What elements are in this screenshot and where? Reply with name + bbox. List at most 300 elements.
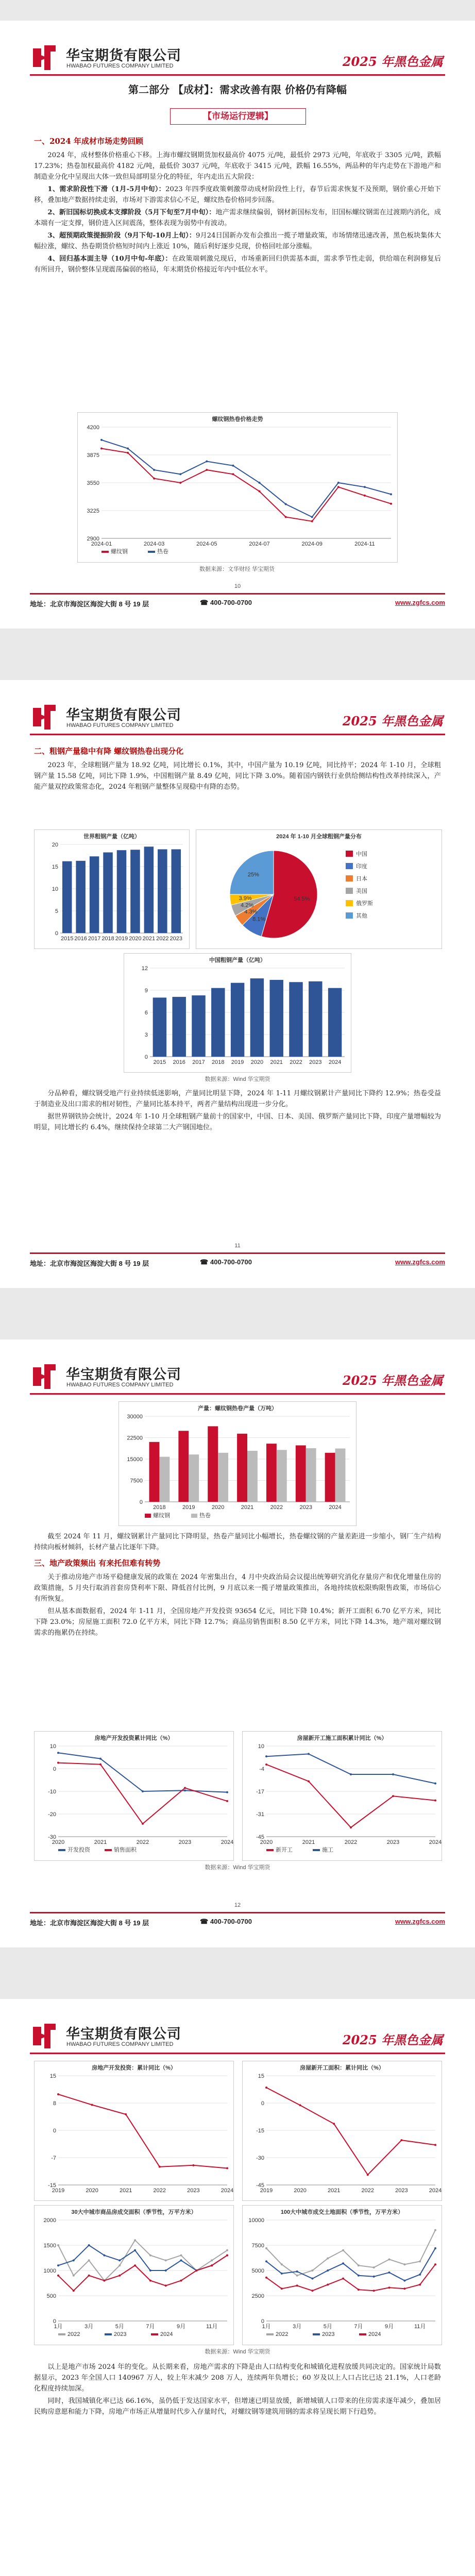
data-point — [57, 1762, 59, 1764]
x-tick-label: 7月 — [354, 2324, 363, 2330]
y-tick-label: -45 — [256, 1834, 264, 1840]
data-point — [358, 2289, 360, 2291]
x-tick-label: 2018 — [212, 1059, 225, 1065]
series-line-销售面积 — [58, 1763, 227, 1824]
data-point — [296, 2270, 298, 2273]
bar — [103, 852, 113, 933]
data-point — [57, 2264, 59, 2266]
data-point — [118, 2259, 121, 2261]
y-tick-label: 10000 — [248, 2217, 264, 2224]
data-point — [392, 1773, 394, 1775]
data-point — [184, 1787, 186, 1789]
data-point — [179, 482, 181, 484]
bar — [208, 1426, 218, 1502]
data-point — [232, 473, 234, 475]
legend-swatch — [346, 900, 353, 906]
data-point — [165, 2269, 167, 2272]
x-tick-label: 2015 — [60, 936, 74, 942]
y-tick-label: 22500 — [127, 1435, 143, 1442]
legend-label: 美国 — [356, 888, 367, 894]
x-tick-label: 2023 — [386, 1839, 400, 1845]
legend-swatch — [58, 1849, 65, 1851]
paragraph-lead: 1、需求阶段性下滑（1月-5月中旬）： — [47, 185, 166, 193]
x-tick-label: 2024 — [328, 1059, 342, 1065]
x-tick-label: 2022 — [156, 936, 169, 942]
x-tick-label: 2024 — [429, 2188, 442, 2194]
chart-source: 数据来源：文华财经 华宝期货 — [199, 566, 275, 572]
data-point — [125, 2113, 127, 2115]
x-tick-label: 2020 — [211, 1504, 225, 1511]
legend-label: 其他 — [356, 913, 367, 919]
paragraph-lead: 4、回归基本面主导（10月中旬-年底）： — [47, 255, 172, 263]
x-tick-label: 2019 — [182, 1504, 195, 1511]
report-tag: 2025 年黑色金属 — [342, 1373, 443, 1388]
bar — [277, 1450, 287, 1502]
data-point — [419, 2260, 421, 2262]
world-steel-chart-svg — [35, 830, 189, 948]
footer-phone: 400-700-0700 — [210, 1918, 252, 1925]
y-tick-label: 500 — [46, 2293, 56, 2299]
data-point — [434, 1800, 436, 1802]
legend-swatch — [151, 2333, 158, 2335]
legend-swatch — [313, 2333, 320, 2335]
page2-body-bottom — [34, 1088, 441, 1134]
paragraph: 截至 2024 年 11 月，螺纹钢累计产量同比下降明显，热卷产量同比小幅增长，热卷螺纹钢的产量差距进一步缩小，钢厂生产结构持续向板材倾斜，长材产量占比逐年下降。 — [34, 1533, 441, 1551]
legend-label: 印度 — [356, 863, 367, 870]
data-point — [226, 1800, 228, 1802]
x-tick-label: 2023 — [395, 2188, 408, 2194]
data-point — [311, 516, 313, 518]
series-line-value — [58, 2094, 227, 2168]
data-point — [265, 1764, 267, 1766]
legend-label: 中国 — [356, 851, 367, 857]
price-chart — [77, 412, 398, 563]
paragraph: 关于推动房地产市场平稳健康发展的政策在 2024 年密集出台，4 月中央政治局会议提出统筹研究消化存量房产和优化增量住房的政策措施，5 月央行取消首套房贷利率下限、降低首付比例，9 月底以来一揽子增量政策推出，各地持续放松限购限售政策，市场信心有所恢复。 — [34, 1573, 441, 1603]
y-tick-label: 3875 — [87, 452, 99, 459]
company-logo-icon — [30, 43, 59, 72]
x-tick-label: 2022 — [270, 1504, 283, 1511]
chart-title: 房地产开发投资累计同比（%） — [94, 1735, 174, 1741]
y-tick-label: 15 — [49, 2073, 56, 2079]
legend-label: 日本 — [356, 876, 367, 882]
legend-swatch — [346, 888, 353, 894]
data-point — [390, 493, 392, 495]
company-logo-icon — [30, 703, 59, 732]
data-point — [390, 503, 392, 505]
legend-swatch — [359, 2333, 366, 2335]
legend-label: 螺纹钢 — [111, 549, 128, 555]
x-tick-label: 2023 — [178, 1839, 192, 1845]
data-point — [180, 2280, 182, 2282]
series-line-2022 — [266, 2230, 435, 2276]
bar — [231, 983, 244, 1057]
data-point — [388, 2272, 391, 2274]
y-tick-label: 15000 — [127, 1456, 143, 1463]
x-tick-label: 2022 — [290, 1059, 302, 1065]
series-line-开发投资 — [58, 1753, 227, 1792]
legend-label: 销售面积 — [114, 1847, 137, 1853]
data-point — [73, 2275, 75, 2277]
y-tick-label: 2500 — [251, 2293, 264, 2299]
data-point — [165, 2284, 167, 2286]
data-point — [265, 1755, 267, 1757]
data-point — [364, 495, 366, 497]
data-point — [192, 2164, 194, 2166]
y-tick-label: 0 — [139, 1499, 143, 1505]
chart-source: 数据来源：Wind 华宝期货 — [205, 1865, 270, 1871]
bar — [306, 1448, 316, 1502]
data-point — [281, 2263, 283, 2265]
bar — [158, 849, 167, 933]
legend-swatch — [148, 551, 155, 553]
data-point — [337, 486, 340, 488]
x-tick-label: 2022 — [361, 2188, 375, 2194]
company-name: 华宝期货有限公司 — [66, 1367, 181, 1383]
chart-title: 世界粗钢产量（亿吨） — [83, 834, 140, 840]
x-tick-label: 2018 — [153, 1504, 166, 1511]
y-tick-label: -45 — [256, 2182, 264, 2189]
data-point — [232, 465, 234, 467]
y-tick-label: 10 — [52, 886, 58, 892]
land-deal-chart — [242, 2205, 442, 2345]
bar — [153, 997, 166, 1057]
data-point — [103, 2255, 105, 2257]
paragraph: 以上是地产市场 2024 年的变化。从长期来看，房地产需求的下降是由人口结构变化和城镇化进程放缓共同决定的。国家统计局数据显示，2023 年全国人口 140967 万人，较上年末减少 208 万人，连续两年负增长；60 岁及以上人口占比已达 21.1%，人口老龄化程度持续加深。 — [34, 2363, 441, 2393]
y-tick-label: 15 — [258, 2073, 264, 2079]
data-point — [118, 2275, 121, 2277]
x-tick-label: 2024-01 — [91, 541, 112, 547]
x-tick-label: 2020 — [294, 2188, 307, 2194]
data-point — [342, 2249, 344, 2251]
x-tick-label: 2024 — [429, 1839, 442, 1845]
section-heading: 三、地产政策频出 有来托但难有转势 — [34, 1558, 161, 1568]
company-name: 华宝期货有限公司 — [66, 2026, 181, 2042]
data-point — [265, 2247, 267, 2249]
x-tick-label: 2024-07 — [249, 541, 270, 547]
page-footer — [30, 1252, 445, 1269]
data-point — [373, 2290, 375, 2292]
chart-source: 数据来源：Wind 华宝期货 — [205, 2349, 270, 2355]
data-point — [165, 2259, 167, 2261]
bar — [159, 1457, 169, 1502]
y-tick-label: -7 — [51, 2155, 56, 2161]
y-tick-label: 8 — [53, 2100, 56, 2107]
paragraph: 分品种看，螺纹钢受地产行业持续低迷影响，产量同比明显下降，2024 年 1-11 月螺纹钢累计产量同比下降约 12.9%；热卷受益于制造业及出口需求的相对韧性，产量同比基本持平，两者产量结构出现进一步分化。 — [34, 1090, 441, 1108]
x-tick-label: 2018 — [101, 936, 114, 942]
x-tick-label: 2017 — [88, 936, 101, 942]
y-tick-label: -31 — [256, 1811, 264, 1818]
data-point — [226, 2167, 228, 2169]
legend-label: 新开工 — [276, 1847, 293, 1853]
data-point — [337, 482, 340, 484]
phone-icon: ☎ — [200, 1258, 209, 1266]
bar — [289, 982, 302, 1057]
data-point — [373, 2276, 375, 2278]
bar — [325, 1453, 335, 1502]
legend-swatch — [266, 1849, 274, 1851]
y-tick-label: 7500 — [130, 1478, 143, 1484]
y-tick-label: -30 — [256, 2155, 264, 2161]
x-tick-label: 2019 — [260, 2188, 273, 2194]
y-tick-label: 3550 — [87, 480, 99, 486]
data-point — [419, 2274, 421, 2276]
page-header — [30, 702, 445, 735]
legend-label: 2022 — [67, 2331, 80, 2337]
data-point — [308, 1753, 310, 1755]
bar — [189, 1454, 199, 1502]
price-chart-svg — [78, 413, 397, 562]
data-point — [149, 2269, 151, 2272]
paragraph: 但从基本面数据看，2024 年 1-11 月，全国房地产开发投资 93654 亿元，同比下降 10.4%；新开工面积 6.70 亿平方米，同比下降 23.0%；房屋施工面积 72.0 亿平方米，同比下降 12.7%；商品房销售面积 8.50 亿平方米，同比下降 14.3%，地产端对螺纹钢需求的拖累仍在持续。 — [34, 1607, 441, 1637]
data-point — [206, 469, 208, 471]
new-start-yoy-chart-svg — [243, 2061, 442, 2200]
data-point — [281, 2273, 283, 2275]
data-point — [434, 2247, 436, 2249]
x-tick-label: 2017 — [192, 1059, 205, 1065]
footer-website-link[interactable]: www.zgfcs.com — [395, 1258, 445, 1266]
y-tick-label: -17 — [256, 1789, 264, 1795]
footer-address: 地址：北京市海淀区海淀大街 8 号 19 层 — [30, 1260, 149, 1267]
company-name: 华宝期货有限公司 — [66, 707, 181, 723]
footer-phone: 400-700-0700 — [210, 599, 252, 606]
data-point — [73, 2259, 75, 2261]
chart-title: 房屋新开工施工面积累计同比（%） — [297, 1735, 387, 1741]
legend-swatch — [101, 551, 109, 553]
page-number: 12 — [234, 1902, 241, 1908]
data-point — [134, 2239, 136, 2241]
page-number: 11 — [234, 1243, 241, 1249]
data-point — [57, 1752, 59, 1754]
legend-swatch — [346, 912, 353, 919]
paragraph: 同时，我国城镇化率已达 66.16%，虽仍低于发达国家水平，但增速已明显放缓，新增城镇人口带来的住房需求逐年减少，叠加居民购房意愿和能力下降，房地产市场正从增量时代步入存量时代，对螺纹钢等建筑用钢的需求将呈现长期下行趋势。 — [34, 2397, 441, 2416]
data-point — [149, 2280, 151, 2282]
x-tick-label: 2020 — [250, 1059, 264, 1065]
x-tick-label: 2023 — [309, 1059, 322, 1065]
section-heading: 一、2024 年成材市场走势回顾 — [34, 137, 143, 146]
y-tick-label: 0 — [261, 2100, 264, 2107]
y-tick-label: 9 — [144, 988, 148, 994]
bar — [62, 861, 72, 933]
data-point — [159, 2166, 161, 2168]
paragraph-text: 2023 年四季度政策刺激带动成材阶段性上行，春节后需求恢复不及预期，钢价重心开始下移，叠加地产数据持续走弱，市场对下游需求信心不足，螺纹热卷价格同步回落。 — [34, 185, 441, 204]
construction-chart-svg — [243, 1732, 442, 1860]
y-tick-label: 3 — [144, 1032, 148, 1038]
new-start-yoy-chart — [242, 2061, 442, 2201]
data-point — [434, 2263, 436, 2265]
x-tick-label: 2022 — [153, 2188, 166, 2194]
legend-swatch — [58, 2333, 65, 2335]
x-tick-label: 2019 — [231, 1059, 244, 1065]
bar — [90, 856, 99, 933]
legend-label: 螺纹钢 — [153, 1513, 170, 1519]
section-banner: 【市场运行逻辑】 — [170, 108, 306, 125]
y-tick-label: -20 — [48, 1811, 56, 1818]
data-point — [149, 2255, 151, 2257]
x-tick-label: 3月 — [84, 2324, 94, 2330]
data-point — [299, 2104, 301, 2106]
x-tick-label: 2015 — [153, 1059, 166, 1065]
x-tick-label: 5月 — [323, 2324, 332, 2330]
data-point — [195, 2269, 197, 2272]
data-point — [364, 486, 366, 488]
y-tick-label: 6 — [144, 1010, 148, 1016]
data-point — [134, 2264, 136, 2266]
output-bar-chart — [118, 1401, 357, 1526]
paragraph-lead: 3、超预期政策提振阶段（9月下旬-10月上旬）： — [47, 232, 196, 240]
x-tick-label: 2021 — [270, 1059, 283, 1065]
x-tick-label: 2022 — [344, 1839, 358, 1845]
data-point — [57, 2275, 59, 2277]
data-point — [88, 2275, 90, 2277]
data-point — [285, 516, 287, 518]
bar — [211, 988, 225, 1057]
y-tick-label: -15 — [48, 2182, 56, 2189]
page-number: 10 — [234, 583, 241, 589]
y-tick-label: 1000 — [43, 2268, 56, 2274]
legend-swatch — [266, 2333, 274, 2335]
series-line-value — [266, 2088, 435, 2175]
page-1 — [0, 21, 475, 629]
paragraph: 2023 年，全球粗钢产量为 18.92 亿吨，同比增长 0.1%，其中，中国产量为 10.19 亿吨，同比持平；2024 年 1-10 月，全球粗钢产量 15.58 亿吨，同比下降 1.9%，中国粗钢产量 8.49 亿吨，同比下降 3.0%。随着国内钢铁行业供给侧结构性改革持续深入，产能产量双控政策常态化，2024 年粗钢产量整体呈现稳中有降的态势。 — [34, 761, 441, 791]
x-tick-label: 2021 — [302, 1839, 315, 1845]
data-point — [127, 452, 129, 454]
data-point — [88, 2259, 90, 2261]
paragraph — [34, 184, 441, 206]
y-tick-label: 2900 — [87, 536, 99, 542]
paragraph-text: 9月24日国新办发布会推出一揽子增量政策，市场情绪迅速改善，黑色板块集体大幅拉涨，螺纹、热卷期货价格短时间内上涨近 10%，随后利好逐步兑现，价格回吐部分涨幅。 — [34, 232, 441, 250]
legend-swatch — [346, 875, 353, 882]
page-3 — [0, 1340, 475, 1947]
data-point — [296, 2284, 298, 2286]
investment-chart-svg — [35, 1732, 233, 1860]
y-tick-label: 2000 — [43, 2217, 56, 2224]
china-steel-chart-svg — [124, 954, 351, 1072]
legend-swatch — [191, 1514, 197, 1518]
data-point — [88, 2244, 90, 2246]
page-footer — [30, 593, 445, 610]
series-line-2023 — [266, 2248, 435, 2281]
footer-phone: 400-700-0700 — [210, 1258, 252, 1266]
slice-label: 3.9% — [239, 895, 252, 902]
chart-title: 100大中城市成交土地面积（季节性，万平方米） — [280, 2209, 404, 2215]
data-point — [127, 448, 129, 450]
data-point — [99, 1764, 101, 1766]
company-name-en: HWABAO FUTURES COMPANY LIMITED — [66, 722, 174, 728]
data-point — [180, 2255, 182, 2257]
x-tick-label: 7月 — [146, 2324, 155, 2330]
x-tick-label: 2024-05 — [196, 541, 217, 547]
land-deal-chart-svg — [243, 2206, 442, 2345]
paragraph — [34, 207, 441, 229]
bar — [218, 1453, 228, 1502]
city-sales-chart — [34, 2205, 234, 2345]
company-logo-icon — [30, 2022, 59, 2050]
y-tick-label: 10 — [49, 1743, 56, 1750]
footer-website-link[interactable]: www.zgfcs.com — [395, 1918, 445, 1925]
series-line-热卷 — [101, 440, 391, 517]
page-4 — [0, 1999, 475, 2576]
x-tick-label: 2023 — [169, 936, 183, 942]
global-share-pie-chart — [196, 829, 442, 949]
legend-label: 施工 — [322, 1847, 333, 1853]
investment-yoy-chart-svg — [35, 2061, 233, 2200]
data-point — [311, 2290, 313, 2292]
y-tick-label: 0 — [261, 2318, 264, 2325]
x-tick-label: 2020 — [260, 1839, 273, 1845]
x-tick-label: 2019 — [115, 936, 128, 942]
data-point — [153, 469, 155, 471]
data-point — [434, 2229, 436, 2231]
data-point — [392, 1795, 394, 1797]
page-header — [30, 42, 445, 76]
x-tick-label: 2024 — [220, 2188, 233, 2194]
x-tick-label: 9月 — [384, 2324, 394, 2330]
x-tick-label: 2020 — [86, 2188, 98, 2194]
data-point — [211, 2259, 213, 2261]
y-tick-label: 0 — [55, 930, 58, 937]
construction-chart — [242, 1731, 442, 1861]
chart-title: 2024 年 1-10 月全球粗钢产量分布 — [276, 834, 362, 840]
page4-body — [34, 2362, 441, 2419]
data-point — [226, 1791, 228, 1793]
city-sales-chart-svg — [35, 2206, 233, 2345]
bar — [130, 850, 140, 933]
data-point — [403, 2280, 405, 2282]
bar — [144, 846, 154, 933]
paragraph: 2024 年，成材整体价格重心下移。上海市螺纹钢期货加权最高价 4075 元/吨，最低价 2973 元/吨，年底收于 3305 元/吨，跌幅 17.23%；热卷加权最高价 4182 元/吨，最低价 3037 元/吨，年底收于 3415 元/吨，跌幅 16.55%，两品种的年内走势在下游地产和制造业分化中呈现出大体一致但局部明显分化的特征，年内走出五大阶段： — [34, 151, 441, 181]
bar — [250, 978, 264, 1057]
y-tick-label: -4 — [259, 1766, 264, 1772]
slice-label: 8.1% — [252, 916, 266, 923]
investment-yoy-chart — [34, 2061, 234, 2201]
bar — [117, 850, 127, 933]
report-tag: 2025 年黑色金属 — [342, 2032, 443, 2047]
paragraph — [34, 230, 441, 252]
y-tick-label: 3225 — [87, 508, 99, 514]
page3-body — [34, 1531, 441, 1640]
data-point — [259, 490, 261, 493]
x-tick-label: 2016 — [74, 936, 87, 942]
y-tick-label: 30000 — [127, 1414, 143, 1420]
y-tick-label: -30 — [48, 1834, 56, 1840]
footer-address: 地址：北京市海淀区海淀大街 8 号 19 层 — [30, 600, 149, 608]
data-point — [103, 2280, 105, 2282]
data-point — [100, 439, 103, 441]
phone-icon: ☎ — [200, 599, 209, 606]
x-tick-label: 2021 — [119, 2188, 132, 2194]
y-tick-label: 1500 — [43, 2243, 56, 2249]
bar — [269, 980, 283, 1057]
data-point — [265, 2260, 267, 2262]
bar — [192, 995, 205, 1057]
phone-icon: ☎ — [200, 1918, 209, 1925]
y-tick-label: -10 — [48, 1789, 56, 1795]
footer-website-link[interactable]: www.zgfcs.com — [395, 599, 445, 606]
legend-label: 热卷 — [157, 549, 168, 555]
page1-body — [34, 131, 441, 277]
bar — [335, 1449, 346, 1502]
data-point — [184, 1789, 186, 1791]
paragraph — [34, 253, 441, 275]
data-point — [91, 2104, 93, 2106]
y-tick-label: 0 — [53, 1766, 56, 1772]
y-tick-label: 7500 — [251, 2243, 264, 2249]
y-tick-label: 4200 — [87, 425, 99, 431]
page-header — [30, 2021, 445, 2054]
x-tick-label: 1月 — [54, 2324, 63, 2330]
slice-label: 4.2% — [241, 902, 254, 909]
bar — [178, 1431, 189, 1502]
